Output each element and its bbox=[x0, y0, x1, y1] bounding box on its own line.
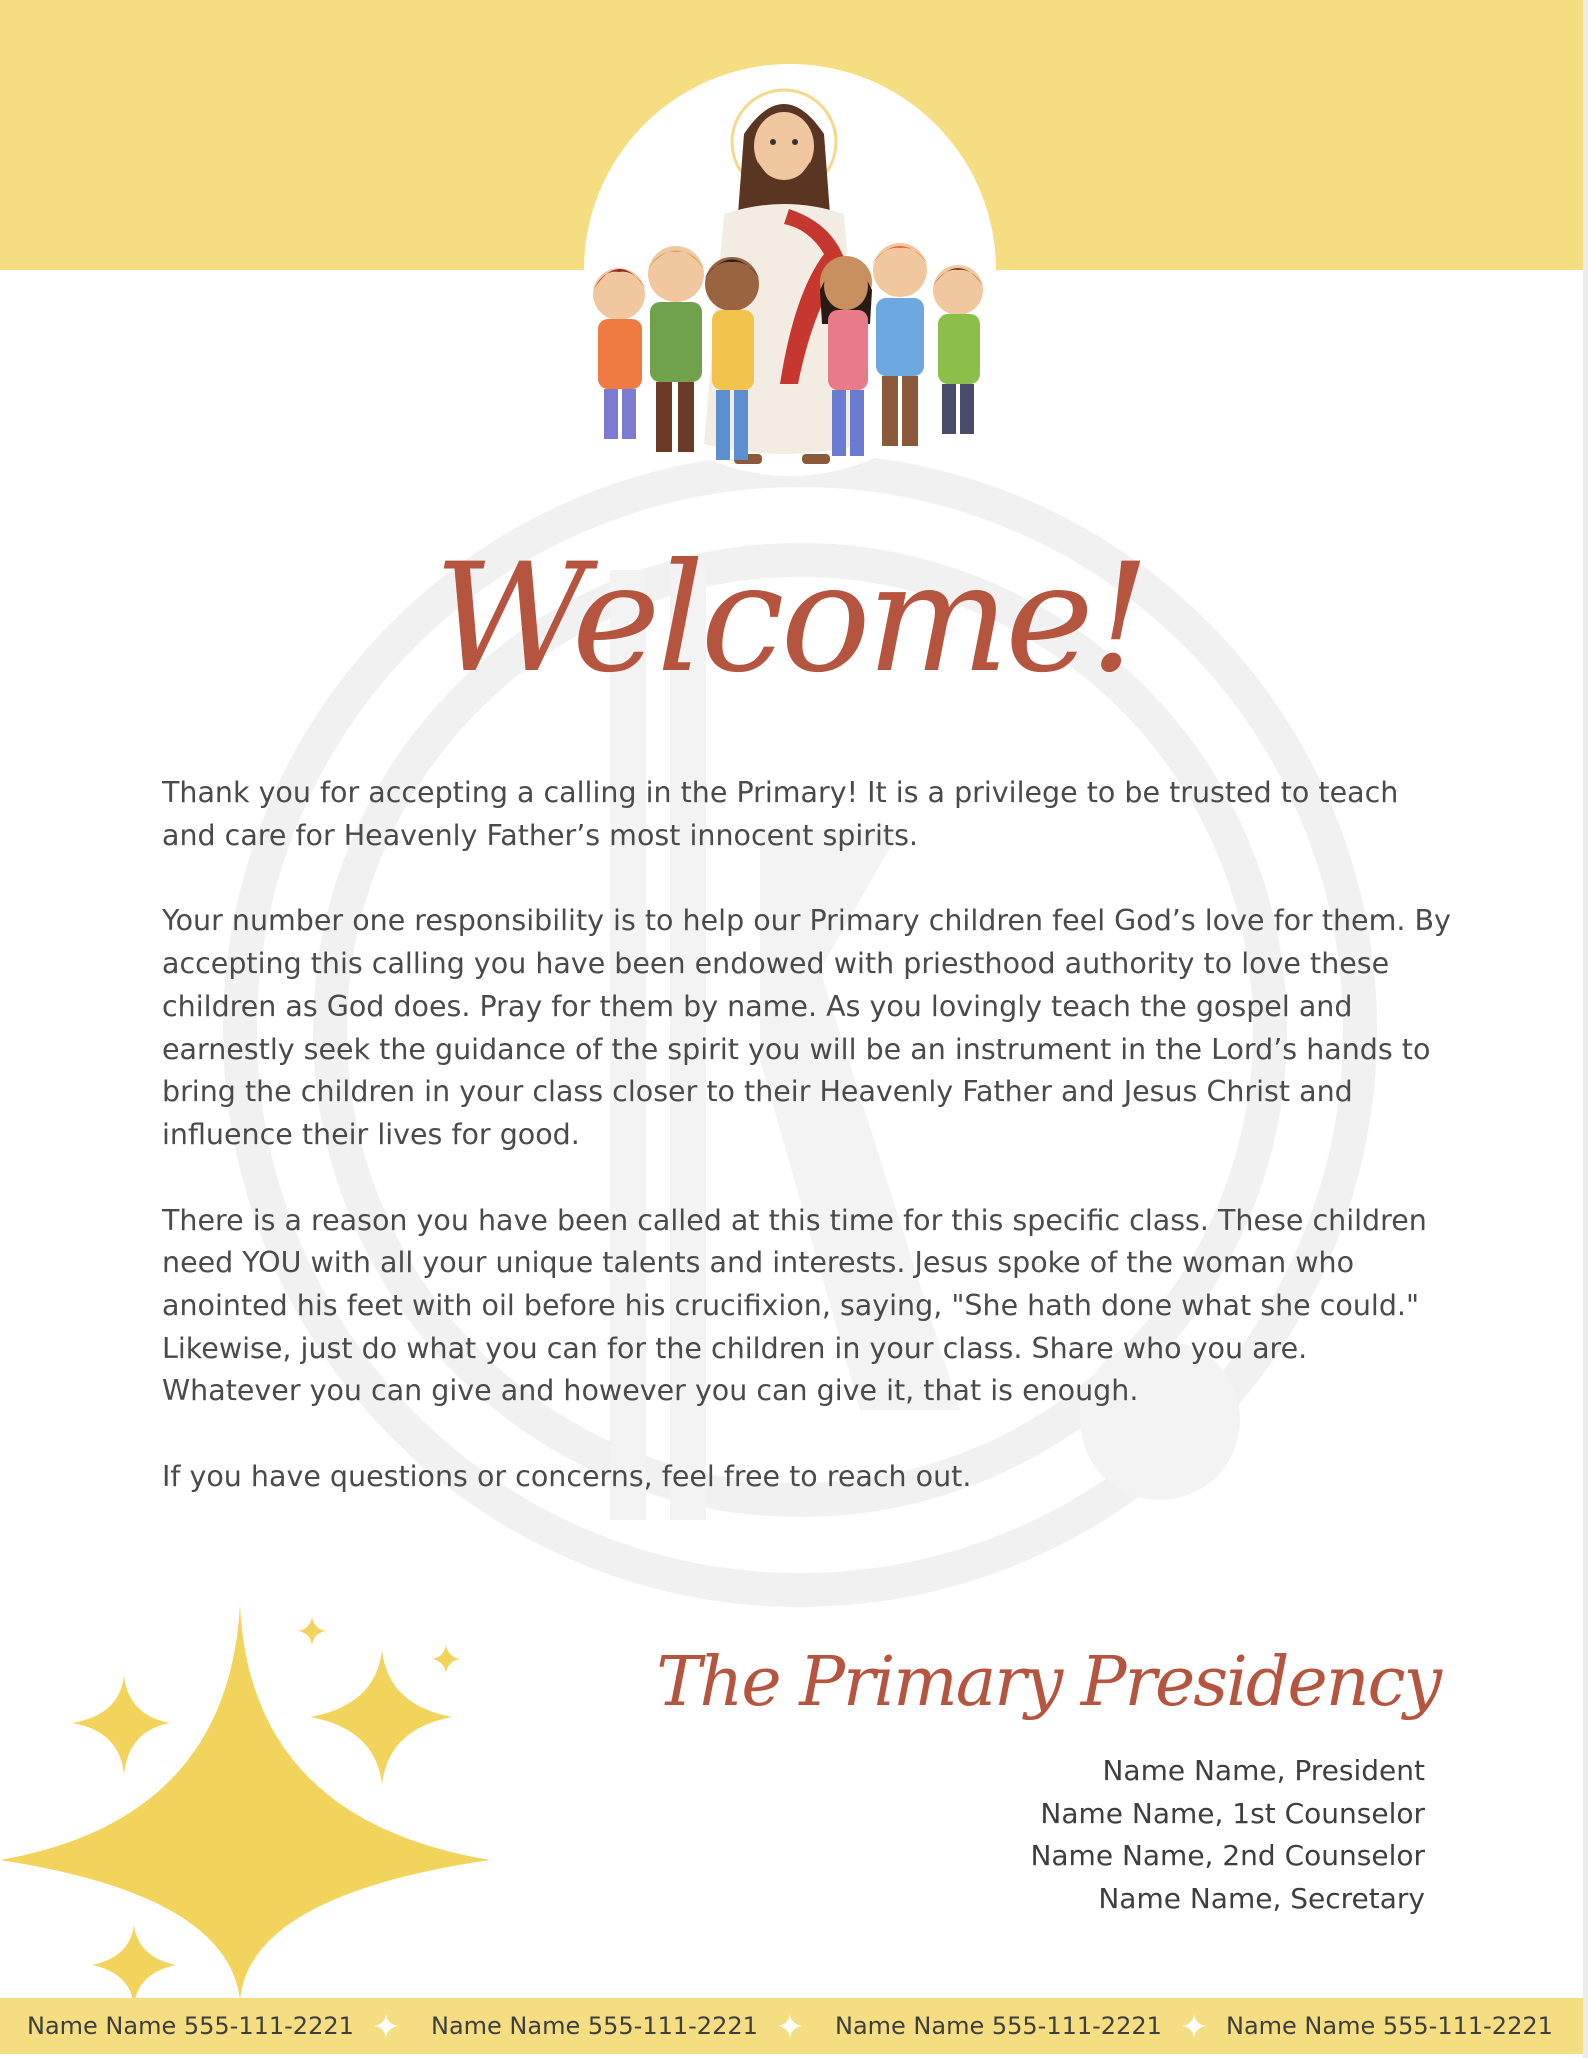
footer-contact-4: Name Name 555-111-2221 bbox=[1226, 2012, 1553, 2040]
presidency-list bbox=[1030, 1750, 1425, 1920]
welcome-heading-text: Welcome! bbox=[433, 532, 1147, 706]
footer-contact-2: Name Name 555-111-2221 bbox=[431, 2012, 758, 2040]
footer-contact-1: Name Name 555-111-2221 bbox=[27, 2012, 354, 2040]
footer-contact-3: Name Name 555-111-2221 bbox=[835, 2012, 1162, 2040]
sparkle-icon bbox=[310, 1650, 452, 1785]
jesus-with-children-illustration bbox=[584, 64, 996, 476]
sparkle-icon bbox=[1182, 2014, 1206, 2038]
presidency-first-counselor: Name Name, 1st Counselor bbox=[1040, 1796, 1425, 1830]
sparkle-icon bbox=[298, 1617, 326, 1645]
paragraph-3: There is a reason you have been called at this time for this specific class. These children need YOU with all your unique talents and interests. Jesus spoke of the woman who anointed his feet with oil before his crucifixion, saying, "She hath done what she could." Likewise, just do what you can for the children in your class. Share who you are. Whatever you can give and however you can give it, that is enough. bbox=[162, 1203, 1427, 1408]
paragraph-2: Your number one responsibility is to help our Primary children feel God’s love for them. By accepting this calling you have been endowed with priesthood authority to love these children as God does. Pray for them by name. As you lovingly teach the gospel and earnestly seek the guidance of the spirit you will be an instrument in the Lord’s hands to bring the children in your class closer to their Heavenly Father and Jesus Christ and influence their lives for good. bbox=[162, 904, 1451, 1151]
signature bbox=[656, 1595, 1450, 1760]
sparkle-icon bbox=[432, 1645, 460, 1673]
sparkle-icon bbox=[92, 1925, 176, 2005]
sparkle-icon bbox=[778, 2014, 802, 2038]
sparkle-icon bbox=[72, 1675, 170, 1775]
presidency-president: Name Name, President bbox=[1102, 1754, 1425, 1787]
footer-contacts bbox=[0, 1998, 1583, 2054]
sparkle-icon bbox=[374, 2014, 398, 2038]
sparkle-icon bbox=[0, 1605, 490, 2000]
letter-body bbox=[162, 772, 1452, 1542]
signature-text: The Primary Presidency bbox=[656, 1643, 1440, 1722]
welcome-heading bbox=[433, 470, 1147, 740]
presidency-secretary: Name Name, Secretary bbox=[1098, 1881, 1425, 1915]
page-edge bbox=[1583, 0, 1588, 2058]
presidency-second-counselor: Name Name, 2nd Counselor bbox=[1030, 1839, 1425, 1872]
paragraph-1: Thank you for accepting a calling in the Primary! It is a privilege to be trusted to teach and care for Heavenly Father’s most innocent spirits. bbox=[162, 776, 1399, 852]
paragraph-4: If you have questions or concerns, feel free to reach out. bbox=[162, 1460, 972, 1494]
sparkle-icon-cluster bbox=[0, 1595, 500, 2005]
